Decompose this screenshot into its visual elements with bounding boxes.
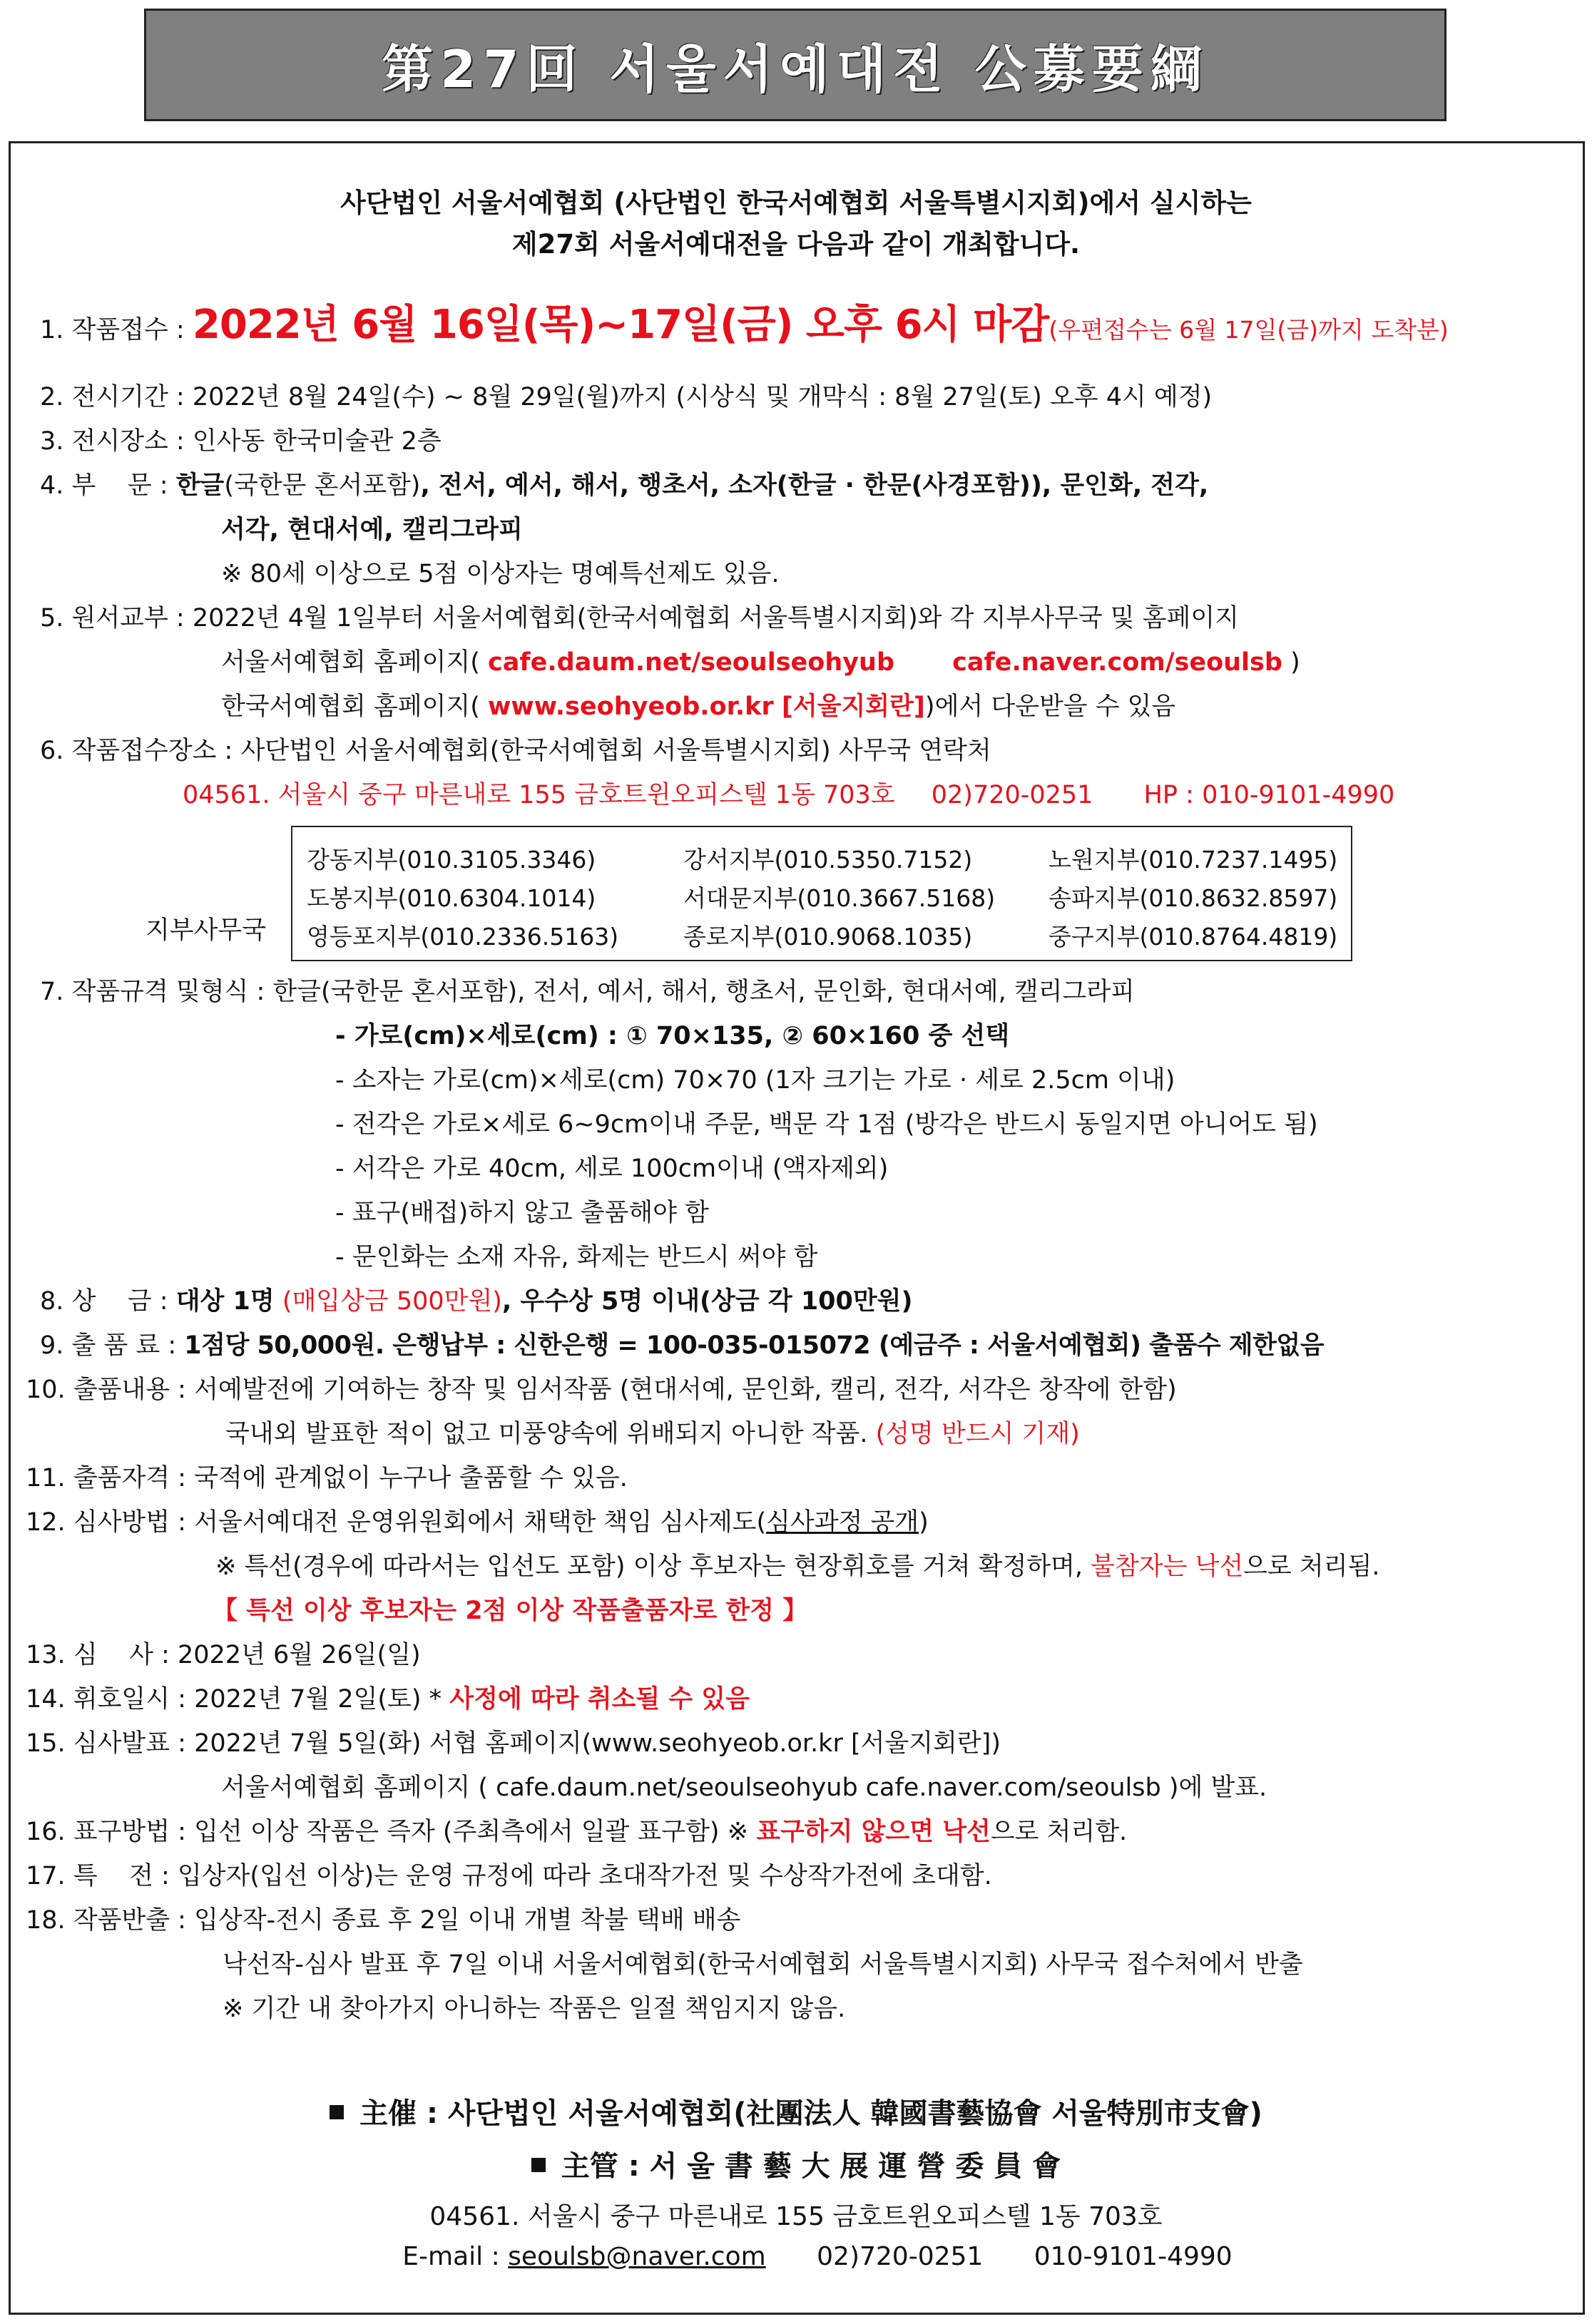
item-17-number: 17. <box>26 1862 66 1890</box>
item-11-row <box>26 1466 628 1491</box>
branch-cell: 도봉지부(010.6304.1014) <box>307 884 596 912</box>
item-7-row <box>40 980 1135 1005</box>
seohyeob-link[interactable]: www.seohyeob.or.kr <box>488 692 774 721</box>
branch-cell: 중구지부(010.8764.4819) <box>1048 923 1338 951</box>
item-6-number: 6. <box>40 737 64 765</box>
square-bullet-icon <box>531 2158 546 2172</box>
item-4-categories: , 전서, 예서, 해서, 행초서, 소자(한글 · 한문(사경포함)), 문인화, 전각, <box>420 471 1209 500</box>
item-16-label: 표구방법 : <box>73 1818 186 1846</box>
footer-host <box>0 2091 1592 2131</box>
intro-line-2: 제27회 서울서예대전을 다음과 같이 개최합니다. <box>511 229 1081 260</box>
item-18-number: 18. <box>26 1906 66 1935</box>
item-12-text: 서울서예대전 운영위원회에서 채택한 책임 심사제도( <box>194 1508 767 1537</box>
item-14-number: 14. <box>26 1685 66 1714</box>
item-7-seal: - 전각은 가로×세로 6~9cm이내 주문, 백문 각 1점 (방각은 반드시 동일지면 아니어도 됨) <box>335 1110 1318 1139</box>
notice-frame <box>9 141 1585 2315</box>
office-phone: 02)720-0251 <box>931 781 1093 809</box>
item-6-contact <box>183 783 1394 808</box>
branch-table <box>291 826 1352 961</box>
grand-prize: 대상 1명 <box>175 1287 275 1316</box>
item-13-row <box>26 1643 421 1668</box>
email-link[interactable]: seoulsb@naver.com <box>508 2242 766 2271</box>
item-16-processing: 으로 처리함. <box>990 1818 1128 1846</box>
item-7-number: 7. <box>40 978 64 1006</box>
item-5-paren-close: ) <box>1290 648 1300 677</box>
item-14-date: 2022년 7월 2일(토) * <box>194 1685 442 1714</box>
footer-organizer-text: 主管 : 서 울 書 藝 大 展 運 營 委 員 會 <box>561 2150 1061 2183</box>
item-12-label: 심사방법 : <box>73 1508 186 1537</box>
item-7-label: 작품규격 및형식 : <box>71 978 265 1006</box>
item-8-number: 8. <box>40 1287 64 1316</box>
seoul-branch-tag: [서울지회란] <box>781 692 925 721</box>
item-1-label: 작품접수 : <box>71 316 185 344</box>
item-18-line-3: ※ 기간 내 찾아가지 아니하는 작품은 일절 책임지지 않음. <box>223 1995 846 2023</box>
item-8-label: 상 금 : <box>71 1287 168 1316</box>
item-5-daum-prefix: 서울서예협회 홈페이지( <box>221 648 480 677</box>
item-12-row <box>26 1510 929 1535</box>
item-4-line-2: 서각, 현대서예, 캘리그라피 <box>221 516 523 544</box>
item-16-text: 입선 이상 작품은 즉자 (주최측에서 일괄 표구함) ※ <box>194 1818 749 1846</box>
item-13-text: 2022년 6월 26일(일) <box>178 1641 421 1669</box>
grand-prize-amount: (매입상금 500만원) <box>282 1287 502 1316</box>
item-5-kcaa-prefix: 한국서예협회 홈페이지( <box>221 692 480 721</box>
item-10-text: 서예발전에 기여하는 창작 및 임서작품 (현대서예, 문인화, 캘리, 전각, 서각은 창작에 한함) <box>194 1376 1177 1404</box>
item-10-originality: 국내외 발표한 적이 없고 미풍양속에 위배되지 아니한 작품. <box>225 1420 868 1448</box>
item-5-row <box>40 606 1239 631</box>
item-12-candidate-note: ※ 특선(경우에 따라서는 입선도 포함) 이상 후보자는 현장휘호를 거쳐 확정하며, <box>215 1552 1083 1581</box>
item-18-line-2: 낙선작-심사 발표 후 7일 이내 서울서예협회(한국서예협회 서울특별시지회) 사무국 접수처에서 반출 <box>223 1950 1303 1979</box>
item-4-row <box>40 473 1208 498</box>
item-11-number: 11. <box>26 1464 66 1493</box>
item-16-row <box>26 1820 1127 1845</box>
item-4-label: 부 문 : <box>71 471 168 500</box>
item-3-number: 3. <box>40 427 64 456</box>
square-bullet-icon <box>330 2105 344 2119</box>
item-2-label: 전시기간 : <box>71 383 185 411</box>
item-8-row <box>40 1289 913 1314</box>
item-7-size: - 가로(cm)×세로(cm) : ① 70×135, ② 60×160 중 선택 <box>335 1022 1010 1050</box>
item-5-line-3 <box>221 692 1176 721</box>
item-18-row <box>26 1908 740 1933</box>
item-15-text: 2022년 7월 5일(화) 서협 홈페이지(www.seohyeob.or.kr [서울지회란]) <box>194 1729 1001 1758</box>
item-7-mounting: - 표구(배접)하지 않고 출품해야 함 <box>335 1199 709 1227</box>
item-5-text: 2022년 4월 1일부터 서울서예협회(한국서예협회 서울특별시지회)와 각 지부사무국 및 홈페이지 <box>192 604 1239 633</box>
branch-cell: 강서지부(010.5350.7152) <box>683 846 973 874</box>
item-10-row <box>26 1378 1177 1403</box>
item-12-absence-rule: 불참자는 낙선 <box>1091 1552 1244 1581</box>
branch-label: 지부사무국 <box>146 916 267 945</box>
item-7-literati: - 문인화는 소재 자유, 화제는 반드시 써야 함 <box>335 1243 818 1271</box>
item-16-number: 16. <box>26 1818 66 1846</box>
item-5-label: 원서교부 : <box>71 604 185 633</box>
item-11-text: 국적에 관계없이 누구나 출품할 수 있음. <box>194 1464 628 1493</box>
footer-contact <box>0 2242 1592 2271</box>
item-11-label: 출품자격 : <box>73 1464 186 1493</box>
item-15-number: 15. <box>26 1729 66 1758</box>
item-1-note: (우편접수는 6월 17일(금)까지 도착분) <box>1048 316 1449 344</box>
item-12-processing: 으로 처리됨. <box>1243 1552 1380 1581</box>
item-10-number: 10. <box>26 1376 66 1404</box>
excellence-prize: , 우수상 5명 이내(상금 각 100만원) <box>501 1287 913 1316</box>
item-9-text: 1점당 50,000원. 은행납부 : 신한은행 = 100-035-015072 (예금주 : 서울서예협회) 출품수 제한없음 <box>184 1331 1325 1360</box>
item-18-text: 입상작-전시 종료 후 2일 이내 개별 착불 택배 배송 <box>194 1906 741 1935</box>
branch-cell: 강동지부(010.3105.3346) <box>307 846 596 874</box>
item-13-label: 심 사 : <box>73 1641 170 1669</box>
item-3-label: 전시장소 : <box>71 427 185 456</box>
item-6-label: 작품접수장소 : <box>71 737 233 765</box>
naver-cafe-link[interactable]: cafe.naver.com/seoulsb <box>952 648 1282 677</box>
item-15-row <box>26 1731 1001 1756</box>
item-5-number: 5. <box>40 604 64 633</box>
item-12-number: 12. <box>26 1508 66 1537</box>
footer-organizer <box>0 2144 1592 2184</box>
item-4-hangul-note: (국한문 혼서포함) <box>224 471 421 500</box>
page-title: 第27回 서울서예대전 公募要綱 <box>382 39 1209 99</box>
item-17-label: 특 전 : <box>73 1862 170 1890</box>
item-2-number: 2. <box>40 383 64 411</box>
item-2-row <box>40 385 1212 410</box>
item-16-warning: 표구하지 않으면 낙선 <box>756 1818 991 1846</box>
item-9-row <box>40 1331 1325 1360</box>
branch-cell: 송파지부(010.8632.8597) <box>1048 884 1338 912</box>
item-5-download-note: )에서 다운받을 수 있음 <box>924 692 1176 721</box>
item-3-text: 인사동 한국미술관 2층 <box>192 427 442 456</box>
title-banner <box>144 9 1446 121</box>
item-1-number: 1. <box>40 316 64 344</box>
office-address: 04561. 서울시 중구 마른내로 155 금호트윈오피스텔 1동 703호 <box>183 781 895 809</box>
branch-cell: 종로지부(010.9068.1035) <box>683 923 973 951</box>
branch-cell: 서대문지부(010.3667.5168) <box>683 884 996 912</box>
item-14-cancel-note: 사정에 따라 취소될 수 있음 <box>449 1685 750 1714</box>
item-17-text: 입상자(입선 이상)는 운영 규정에 따라 초대작가전 및 수상작가전에 초대함. <box>178 1862 992 1890</box>
item-7-carving: - 서각은 가로 40cm, 세로 100cm이내 (액자제외) <box>335 1155 889 1183</box>
item-14-row <box>26 1687 750 1712</box>
footer-host-text: 主催 : 사단법인 서울서예협회(社團法人 韓國書藝協會 서울特別市支會) <box>359 2097 1262 2130</box>
footer-address: 04561. 서울시 중구 마른내로 155 금호트윈오피스텔 1동 703호 <box>429 2202 1163 2231</box>
item-1-row <box>40 302 1449 348</box>
item-10-signature-note: (성명 반드시 기재) <box>875 1420 1080 1448</box>
item-14-label: 휘호일시 : <box>73 1685 186 1714</box>
item-17-row <box>26 1864 992 1889</box>
email-label: E-mail : <box>402 2242 500 2271</box>
footer-mobile: 010-9101-4990 <box>1034 2242 1233 2271</box>
item-4-number: 4. <box>40 471 64 500</box>
item-4-hangul: 한글 <box>175 471 225 500</box>
item-3-row <box>40 429 442 454</box>
footer-phone: 02)720-0251 <box>817 2242 984 2271</box>
item-10-label: 출품내용 : <box>73 1376 186 1404</box>
item-13-number: 13. <box>26 1641 66 1669</box>
item-7-text: 한글(국한문 혼서포함), 전서, 예서, 해서, 행초서, 문인화, 현대서예, 캘리그라피 <box>272 978 1135 1006</box>
item-4-line-3: ※ 80세 이상으로 5점 이상자는 명예특선제도 있음. <box>221 560 780 588</box>
item-6-text: 사단법인 서울서예협회(한국서예협회 서울특별시지회) 사무국 연락처 <box>240 737 991 765</box>
item-6-row <box>40 739 991 764</box>
office-mobile: HP : 010-9101-4990 <box>1143 781 1395 809</box>
item-12-line-3: 【 특선 이상 후보자는 2점 이상 작품출품자로 한정 】 <box>213 1597 808 1625</box>
item-12-open-review: 심사과정 공개 <box>766 1508 919 1537</box>
item-2-text: 2022년 8월 24일(수) ~ 8월 29일(월)까지 (시상식 및 개막식 : 8월 27일(토) 오후 4시 예정) <box>192 383 1213 411</box>
branch-cell: 노원지부(010.7237.1495) <box>1048 846 1338 874</box>
item-15-line-2: 서울서예협회 홈페이지 ( cafe.daum.net/seoulseohyub cafe.naver.com/seoulsb )에 발표. <box>221 1773 1267 1802</box>
branch-cell: 영등포지부(010.2336.5163) <box>307 923 619 951</box>
item-12-line-2 <box>215 1552 1380 1581</box>
item-18-label: 작품반출 : <box>73 1906 186 1935</box>
item-1-deadline: 2022년 6월 16일(목)~17일(금) 오후 6시 마감 <box>192 302 1049 348</box>
item-15-label: 심사발표 : <box>73 1729 186 1758</box>
item-7-small: - 소자는 가로(cm)×세로(cm) 70×70 (1자 크기는 가로 · 세로 2.5cm 이내) <box>335 1066 1175 1095</box>
daum-cafe-link[interactable]: cafe.daum.net/seoulseohyub <box>488 648 895 677</box>
item-12-paren: ) <box>919 1508 929 1537</box>
item-10-line-2 <box>225 1422 1080 1447</box>
item-9-number: 9. <box>40 1331 64 1360</box>
item-9-label: 출 품 료 : <box>71 1331 177 1360</box>
intro-line-1: 사단법인 서울서예협회 (사단법인 한국서예협회 서울특별시지회)에서 실시하는 <box>340 188 1252 218</box>
item-5-line-2 <box>221 650 1300 675</box>
